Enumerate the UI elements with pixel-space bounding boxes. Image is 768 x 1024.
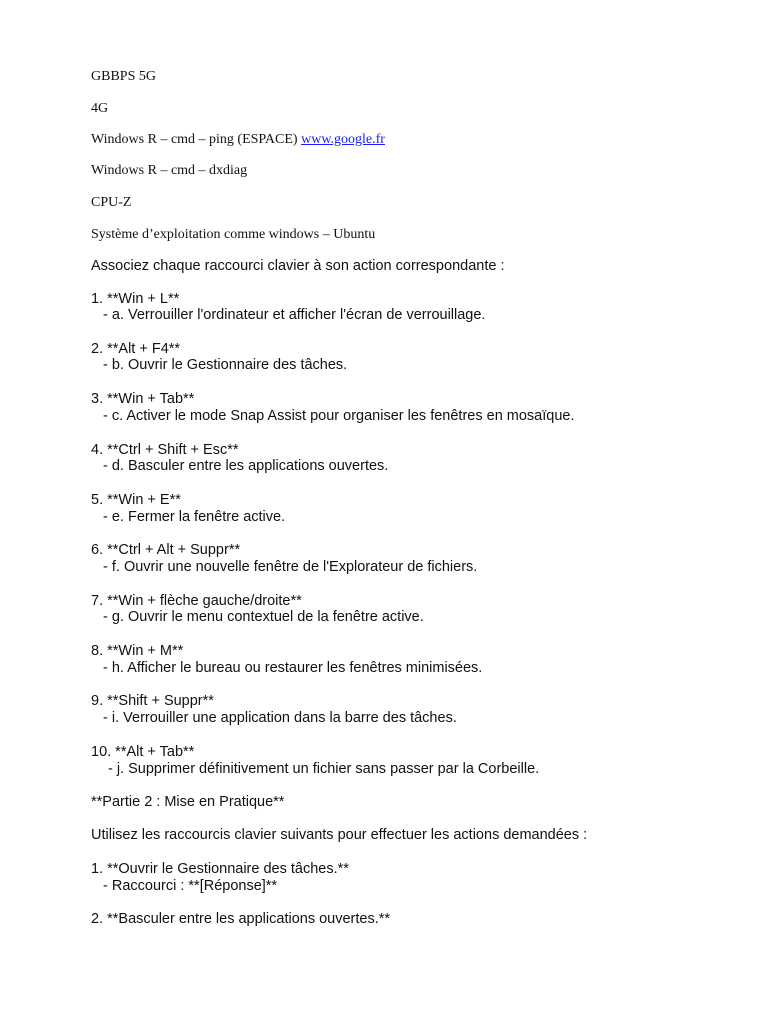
shortcut-item-10: 10. **Alt + Tab** (91, 744, 195, 760)
action-item-a: - a. Verrouiller l'ordinateur et afficher l'écran de verrouillage. (103, 307, 486, 323)
shortcut-item-9: 9. **Shift + Suppr** (91, 693, 214, 709)
part2-question-1: 1. **Ouvrir le Gestionnaire des tâches.** (91, 861, 349, 877)
note-line-3 (91, 132, 385, 148)
shortcut-item-1: 1. **Win + L** (91, 291, 180, 307)
shortcut-item-3: 3. **Win + Tab** (91, 391, 195, 407)
action-item-j: - j. Supprimer définitivement un fichier sans passer par la Corbeille. (108, 761, 540, 777)
note-line-6: Système d’exploitation comme windows – Ubuntu (91, 227, 376, 242)
action-item-h: - h. Afficher le bureau ou restaurer les fenêtres minimisées. (103, 660, 483, 676)
part2-question-2: 2. **Basculer entre les applications ouvertes.** (91, 911, 391, 927)
note-line-1: GBBPS 5G (91, 69, 156, 84)
note-line-5: CPU-Z (91, 195, 132, 210)
shortcut-item-6: 6. **Ctrl + Alt + Suppr** (91, 542, 241, 558)
action-item-i: - i. Verrouiller une application dans la barre des tâches. (103, 710, 457, 726)
part2-intro: Utilisez les raccourcis clavier suivants pour effectuer les actions demandées : (91, 827, 588, 843)
action-item-c: - c. Activer le mode Snap Assist pour organiser les fenêtres en mosaïque. (103, 408, 575, 424)
shortcut-item-7: 7. **Win + flèche gauche/droite** (91, 593, 302, 609)
action-item-d: - d. Basculer entre les applications ouvertes. (103, 458, 389, 474)
note-line-3-text: Windows R – cmd – ping (ESPACE) (91, 132, 302, 147)
note-line-4: Windows R – cmd – dxdiag (91, 163, 248, 178)
part2-answer-1: - Raccourci : **[Réponse]** (103, 878, 278, 894)
shortcut-item-2: 2. **Alt + F4** (91, 341, 181, 357)
google-link[interactable]: www.google.fr (301, 132, 385, 147)
part2-title: **Partie 2 : Mise en Pratique** (91, 794, 285, 810)
shortcut-item-5: 5. **Win + E** (91, 492, 181, 508)
note-line-2: 4G (91, 101, 109, 116)
shortcut-item-4: 4. **Ctrl + Shift + Esc** (91, 442, 239, 458)
action-item-g: - g. Ouvrir le menu contextuel de la fenêtre active. (103, 609, 424, 625)
action-item-e: - e. Fermer la fenêtre active. (103, 509, 286, 525)
exercise-intro: Associez chaque raccourci clavier à son action correspondante : (91, 258, 505, 274)
action-item-f: - f. Ouvrir une nouvelle fenêtre de l'Explorateur de fichiers. (103, 559, 478, 575)
action-item-b: - b. Ouvrir le Gestionnaire des tâches. (103, 357, 348, 373)
shortcut-item-8: 8. **Win + M** (91, 643, 184, 659)
